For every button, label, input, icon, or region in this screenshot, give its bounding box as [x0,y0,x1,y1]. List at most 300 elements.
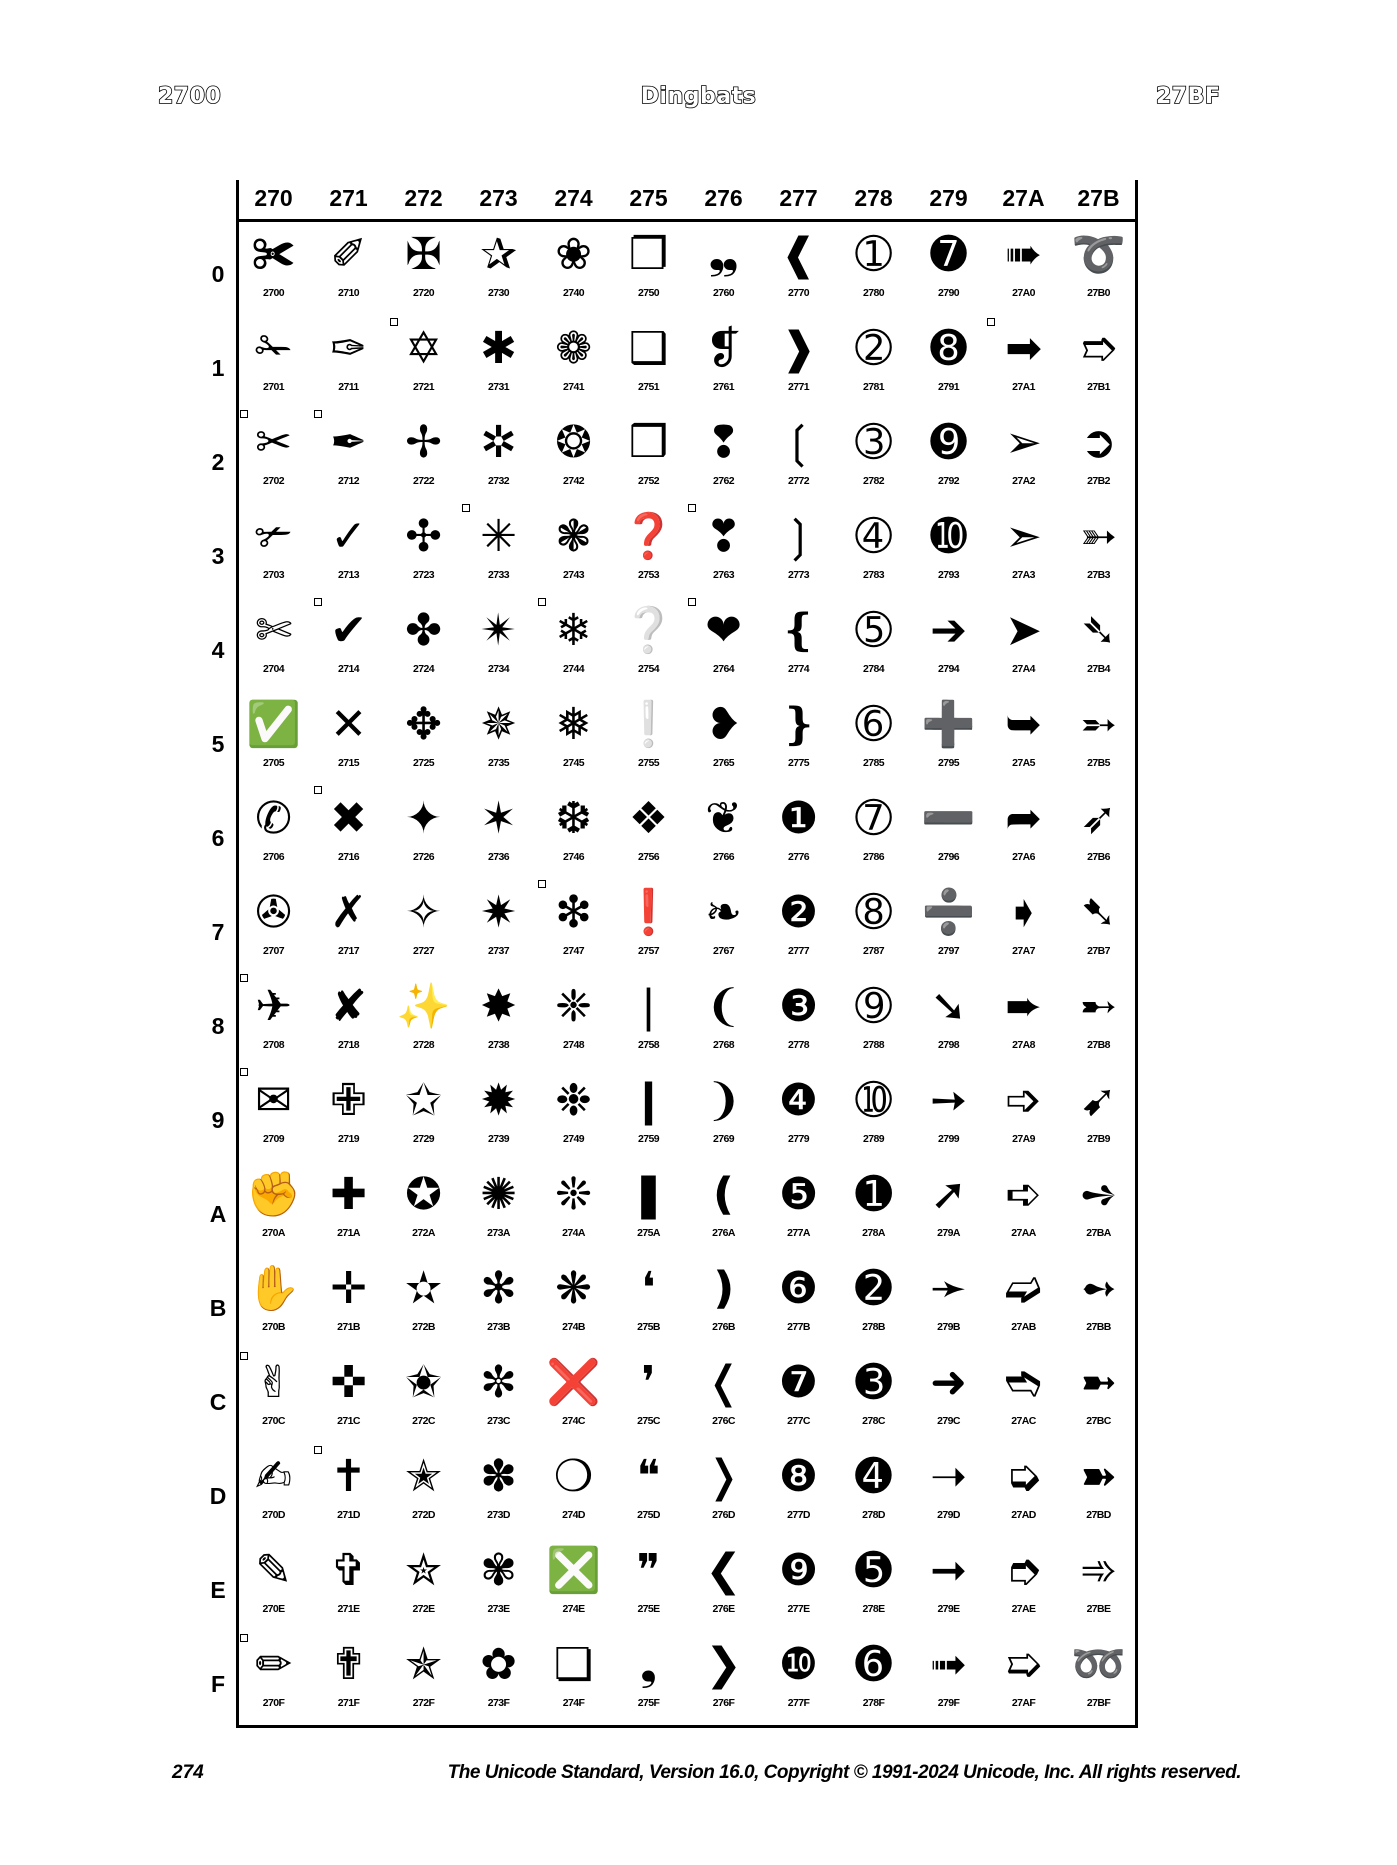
dingbat-glyph: ➀ [855,229,892,280]
chart-cell [686,601,761,695]
chart-cell [236,507,311,601]
dingbat-glyph: ➢ [1005,417,1042,468]
dingbat-glyph: ❧ [705,887,742,938]
chart-cell [386,1259,461,1353]
dingbat-glyph: ➑ [930,323,967,374]
chart-cell [761,507,836,601]
dingbat-glyph: ✍ [255,1451,292,1502]
dingbat-glyph: ➓ [930,511,967,562]
dingbat-glyph: ❕ [621,699,676,750]
chart-cell [461,507,536,601]
chart-cell [836,413,911,507]
code-point-label: 27BB [1086,1321,1111,1333]
code-point-label: 272C [412,1415,435,1427]
dingbat-glyph: ❍ [553,1451,594,1502]
chart-cell [1061,977,1136,1071]
code-point-label: 272E [412,1603,435,1615]
chart-cell [911,225,986,319]
code-point-label: 2796 [938,851,959,863]
chart-cell [836,1353,911,1447]
chart-cell [386,601,461,695]
code-point-label: 2746 [563,851,584,863]
row-header: F [210,1671,226,1697]
chart-cell [836,789,911,883]
code-point-label: 276C [712,1415,735,1427]
code-point-label: 276A [712,1227,735,1239]
code-point-label: 275A [637,1227,660,1239]
code-point-label: 275C [637,1415,660,1427]
dingbat-glyph: ➙ [930,1075,967,1126]
code-point-label: 2734 [488,663,509,675]
code-point-label: 2735 [488,757,509,769]
dingbat-glyph: ✠ [405,229,442,280]
chart-cell [1061,883,1136,977]
chart-cell [911,413,986,507]
dingbat-glyph: ✤ [405,605,442,656]
chart-cell [986,1071,1061,1165]
chart-cell [686,789,761,883]
chart-cell [761,225,836,319]
chart-cell [1061,789,1136,883]
chart-cell [761,1165,836,1259]
chart-cell [761,1541,836,1635]
dingbat-glyph: ➧ [1005,887,1042,938]
chart-cell [311,1353,386,1447]
dingbat-glyph: ✓ [330,511,367,562]
code-point-label: 2797 [938,945,959,957]
code-point-label: 27B9 [1087,1133,1110,1145]
chart-cell [386,1635,461,1729]
code-point-label: 2740 [563,287,584,299]
chart-cell [836,1071,911,1165]
dingbat-glyph: ❄ [555,605,592,656]
chart-cell [836,1635,911,1729]
column-header: 270 [254,185,293,211]
code-point-label: 27BE [1086,1603,1111,1615]
dingbat-glyph: ✮ [405,1545,442,1596]
chart-cell [836,1447,911,1541]
code-point-label: 27BC [1086,1415,1111,1427]
dingbat-glyph: ✋ [246,1263,301,1314]
annotation-mark [240,410,248,418]
dingbat-glyph: ✝ [330,1451,367,1502]
chart-cell [686,225,761,319]
dingbat-glyph: ➣ [1005,511,1042,562]
dingbat-glyph: ✻ [480,1263,517,1314]
code-point-label: 2716 [338,851,359,863]
dingbat-glyph: ✩ [405,1075,442,1126]
chart-cell [1061,1353,1136,1447]
dingbat-glyph: ❪ [705,1169,742,1220]
dingbat-glyph: ❙ [630,1075,667,1126]
dingbat-glyph: ✲ [480,417,517,468]
chart-cell [536,1541,611,1635]
code-point-label: 274B [562,1321,585,1333]
code-point-label: 2707 [263,945,284,957]
code-point-label: 27B8 [1087,1039,1110,1051]
code-point-label: 271B [337,1321,360,1333]
annotation-mark [538,880,546,888]
code-point-label: 2758 [638,1039,659,1051]
code-point-label: 273A [487,1227,510,1239]
code-point-label: 2750 [638,287,659,299]
code-point-label: 27A3 [1012,569,1035,581]
code-point-label: 277B [787,1321,810,1333]
dingbat-glyph: ❲ [780,417,817,468]
code-point-label: 2768 [713,1039,734,1051]
code-point-label: 2763 [713,569,734,581]
chart-cell [311,225,386,319]
chart-cell [311,977,386,1071]
chart-cell [461,319,536,413]
dingbat-glyph: ✪ [405,1169,442,1220]
chart-cell [1061,319,1136,413]
code-point-label: 2783 [863,569,884,581]
dingbat-glyph: ➎ [855,1545,892,1596]
chart-cell [236,883,311,977]
row-header: 3 [211,543,225,569]
code-point-label: 2729 [413,1133,434,1145]
dingbat-glyph: ✚ [330,1169,367,1220]
dingbat-glyph: ❏ [553,1639,594,1690]
dingbat-glyph: ➰ [1071,229,1126,280]
chart-cell [986,977,1061,1071]
code-point-label: 2713 [338,569,359,581]
chart-cell [836,883,911,977]
dingbat-glyph: ✭ [405,1451,442,1502]
code-point-label: 2731 [488,381,509,393]
dingbat-glyph: ❴ [780,605,817,656]
dingbat-glyph: ➞ [930,1545,967,1596]
chart-cell [461,1259,536,1353]
dingbat-glyph: ✥ [405,699,442,750]
code-point-label: 276B [712,1321,735,1333]
column-header: 277 [779,185,818,211]
chart-cell [611,695,686,789]
dingbat-glyph: ❦ [705,793,742,844]
chart-cell [236,1259,311,1353]
dingbat-glyph: ❆ [555,793,592,844]
dingbat-glyph: ✀ [251,229,296,280]
code-point-label: 2742 [563,475,584,487]
column-header: 274 [554,185,593,211]
code-point-label: 2774 [788,663,809,675]
chart-cell [911,695,986,789]
dingbat-glyph: ✛ [330,1263,367,1314]
chart-cell [536,1071,611,1165]
dingbat-glyph: ✑ [330,323,367,374]
code-point-label: 27B6 [1087,851,1110,863]
code-point-label: 27AE [1011,1603,1036,1615]
code-point-label: 2712 [338,475,359,487]
code-point-label: 27BF [1086,1697,1111,1709]
code-point-label: 27B2 [1087,475,1110,487]
dingbat-glyph: ❗ [621,887,676,938]
dingbat-glyph: ➕ [921,699,976,750]
chart-cell [611,789,686,883]
code-point-label: 271C [337,1415,360,1427]
chart-cell [536,1447,611,1541]
dingbat-glyph: ✨ [396,981,451,1032]
chart-cell [236,695,311,789]
code-point-label: 27A8 [1012,1039,1035,1051]
dingbat-glyph: ✉ [255,1075,292,1126]
code-point-label: 277A [787,1227,810,1239]
chart-cell [236,789,311,883]
annotation-mark [987,318,995,326]
dingbat-glyph: ❝ [636,1451,661,1502]
annotation-mark [462,504,470,512]
row-header: 8 [211,1013,225,1039]
chart-cell [1061,507,1136,601]
code-point-label: 2790 [938,287,959,299]
dingbat-glyph: ➳ [1080,511,1117,562]
chart-cell [236,601,311,695]
code-point-label: 27A1 [1012,381,1035,393]
code-point-label: 27B3 [1087,569,1110,581]
code-point-label: 271E [337,1603,360,1615]
chart-cell [1061,1541,1136,1635]
dingbat-glyph: ❀ [555,229,592,280]
code-point-label: 277F [787,1697,810,1709]
chart-cell [761,1447,836,1541]
code-point-label: 2788 [863,1039,884,1051]
code-point-label: 27B4 [1087,663,1110,675]
dingbat-glyph: ➅ [855,699,892,750]
code-point-label: 27A5 [1012,757,1035,769]
dingbat-glyph: ➂ [855,417,892,468]
dingbat-glyph: ✵ [480,699,517,750]
dingbat-glyph: ➠ [1005,229,1042,280]
code-point-label: 270C [262,1415,285,1427]
code-point-label: 271F [337,1697,360,1709]
code-point-label: 2736 [488,851,509,863]
dingbat-glyph: ➘ [930,981,967,1032]
code-point-label: 2738 [488,1039,509,1051]
code-point-label: 274A [562,1227,585,1239]
code-point-label: 2755 [638,757,659,769]
chart-cell [686,507,761,601]
column-header: 27B [1077,185,1120,211]
dingbat-glyph: ❤ [705,605,742,656]
chart-cell [386,1447,461,1541]
code-point-label: 278D [862,1509,885,1521]
dingbat-glyph: ✾ [480,1545,517,1596]
code-point-label: 2762 [713,475,734,487]
chart-cell [986,1259,1061,1353]
chart-cell [536,507,611,601]
chart-cell [611,601,686,695]
code-point-label: 278F [862,1697,885,1709]
chart-cell [386,977,461,1071]
dingbat-glyph: ➖ [921,793,976,844]
range-start-label: 2700 [158,84,222,109]
dingbat-glyph: ❠ [708,229,739,280]
code-point-label: 2794 [938,663,959,675]
dingbat-glyph: ➫ [1005,1263,1042,1314]
dingbat-glyph: ➝ [930,1451,967,1502]
dingbat-glyph: ❬ [705,1357,742,1408]
chart-cell [236,1541,311,1635]
code-point-label: 278C [862,1415,885,1427]
code-point-label: 2721 [413,381,434,393]
dingbat-glyph: ✷ [480,887,517,938]
dingbat-glyph: ❯ [705,1639,742,1690]
code-point-label: 2785 [863,757,884,769]
code-point-label: 2756 [638,851,659,863]
chart-cell [236,1447,311,1541]
chart-cell [986,1635,1061,1729]
chart-cell [986,225,1061,319]
code-point-label: 2782 [863,475,884,487]
dingbat-glyph: ➵ [1080,699,1117,750]
dingbat-glyph: ➌ [855,1357,892,1408]
chart-cell [986,789,1061,883]
code-point-label: 2781 [863,381,884,393]
code-point-label: 2744 [563,663,584,675]
dingbat-glyph: ❈ [555,981,592,1032]
code-point-label: 2719 [338,1133,359,1145]
code-point-label: 2701 [263,381,284,393]
dingbat-glyph: ❂ [555,417,592,468]
chart-cell [836,977,911,1071]
code-point-label: 2754 [638,663,659,675]
row-header: B [209,1295,227,1321]
code-point-label: 2704 [263,663,284,675]
dingbat-glyph: ❡ [705,323,742,374]
chart-cell [611,225,686,319]
row-header: 7 [211,919,225,945]
chart-cell [1061,1071,1136,1165]
dingbat-glyph: ✰ [480,229,517,280]
column-header: 275 [629,185,668,211]
chart-cell [1061,1165,1136,1259]
chart-cell [761,1635,836,1729]
dingbat-glyph: ❓ [621,511,676,562]
dingbat-glyph: ✯ [405,1639,442,1690]
chart-cell [686,1165,761,1259]
code-point-label: 2728 [413,1039,434,1051]
dingbat-glyph: ✞ [330,1545,367,1596]
row-header: 6 [211,825,225,851]
chart-cell [236,1635,311,1729]
chart-cell [986,319,1061,413]
chart-cell [386,413,461,507]
code-point-label: 2733 [488,569,509,581]
chart-cell [836,319,911,413]
code-point-label: 270E [262,1603,285,1615]
code-point-label: 270F [262,1697,285,1709]
dingbat-glyph: ✊ [246,1169,301,1220]
code-point-label: 2772 [788,475,809,487]
chart-cell [311,601,386,695]
dingbat-glyph: ➨ [1005,981,1042,1032]
dingbat-glyph: ❱ [780,323,817,374]
code-point-label: 271D [337,1509,360,1521]
code-point-label: 272F [412,1697,435,1709]
dingbat-glyph: ✹ [480,1075,517,1126]
chart-cell [311,413,386,507]
chart-cell [236,319,311,413]
code-point-label: 27A0 [1012,287,1035,299]
chart-cell [611,883,686,977]
dingbat-glyph: ✱ [480,323,517,374]
code-point-label: 275F [637,1697,660,1709]
dingbat-glyph: ✇ [255,887,292,938]
annotation-mark [314,410,322,418]
dingbat-glyph: ❚ [630,1169,667,1220]
dingbat-glyph: ❮ [705,1545,742,1596]
chart-cell [686,695,761,789]
dingbat-glyph: ➾ [1080,1545,1117,1596]
code-point-label: 2708 [263,1039,284,1051]
dingbat-glyph: ✿ [480,1639,517,1690]
dingbat-glyph: ❊ [555,1169,592,1220]
code-point-label: 2709 [263,1133,284,1145]
chart-cell [236,225,311,319]
chart-cell [761,883,836,977]
dingbat-glyph: ➼ [1080,1357,1117,1408]
chart-cell [236,1165,311,1259]
code-point-label: 2710 [338,287,359,299]
chart-cell [461,225,536,319]
code-point-label: 2724 [413,663,434,675]
code-point-label: 27A9 [1012,1133,1035,1145]
dingbat-glyph: ❟ [639,1639,658,1690]
annotation-mark [538,598,546,606]
chart-cell [236,413,311,507]
code-point-label: 2703 [263,569,284,581]
chart-cell [911,1635,986,1729]
dingbat-glyph: ➮ [1005,1545,1042,1596]
code-point-label: 2766 [713,851,734,863]
chart-cell [461,789,536,883]
dingbat-glyph: ✌ [255,1357,292,1408]
chart-cell [386,1165,461,1259]
code-point-label: 276D [712,1509,735,1521]
chart-cell [461,1447,536,1541]
dingbat-glyph: ➦ [1005,793,1042,844]
chart-cell [311,1447,386,1541]
dingbat-glyph: ❑ [628,323,669,374]
code-point-label: 2705 [263,757,284,769]
dingbat-glyph: ✣ [405,511,442,562]
chart-cell [611,1259,686,1353]
chart-cell [311,1541,386,1635]
chart-cell [686,1353,761,1447]
dingbat-glyph: ➩ [1005,1075,1042,1126]
chart-cell [461,1635,536,1729]
code-point-label: 2743 [563,569,584,581]
code-point-label: 275D [637,1509,660,1521]
code-point-label: 2771 [788,381,809,393]
chart-cell [836,225,911,319]
chart-cell [386,1541,461,1635]
dingbat-glyph: ➊ [855,1169,892,1220]
chart-cell [686,1071,761,1165]
chart-cell [611,1541,686,1635]
chart-cell [611,1353,686,1447]
range-end-label: 27BF [1156,84,1221,109]
code-point-label: 274F [562,1697,585,1709]
code-point-label: 2770 [788,287,809,299]
chart-cell [611,319,686,413]
dingbat-glyph: ❢ [705,417,742,468]
chart-cell [911,1071,986,1165]
code-point-label: 2798 [938,1039,959,1051]
code-point-label: 2732 [488,475,509,487]
dingbat-glyph: ➤ [1005,605,1042,656]
